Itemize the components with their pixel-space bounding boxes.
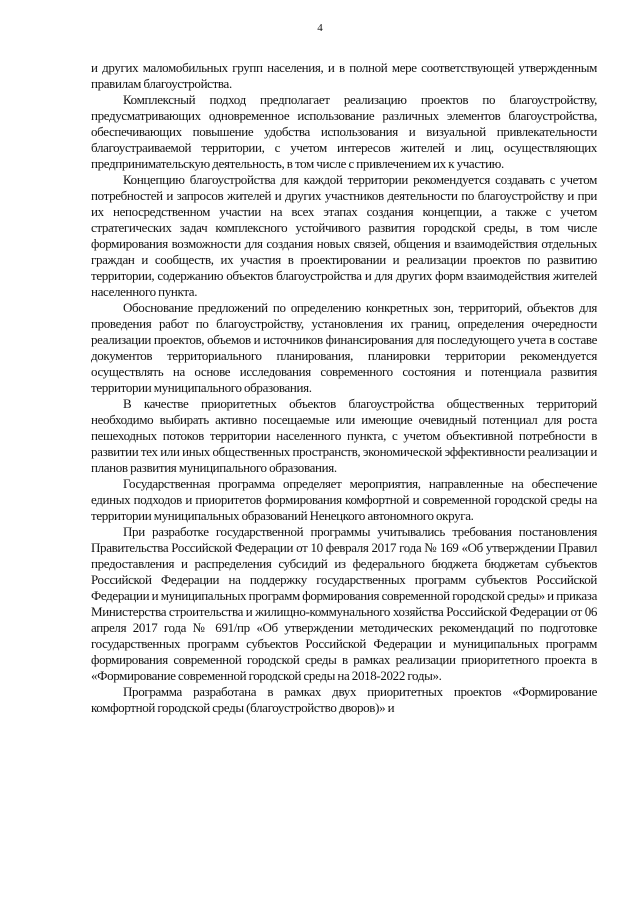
- paragraph: Программа разработана в рамках двух приоритетных проектов «Формирование комфортной городской среды (благоустройство дворов)» и: [91, 684, 597, 715]
- paragraph: Государственная программа определяет мероприятия, направленные на обеспечение единых подходов и приоритетов формирования комфортной и современной городской среды на территории муниципальных образований Ненецкого автономного округа.: [91, 476, 597, 523]
- page-number: 4: [317, 22, 323, 34]
- paragraph: Обоснование предложений по определению конкретных зон, территорий, объектов для проведения работ по благоустройству, установления их границ, определения очередности реализации проектов, объемов и источников финансирования для последующего учета в составе документов территориального планирования, планировки территории рекомендуется осуществлять на основе исследования современного состояния и потенциала развития территории муниципального образования.: [91, 300, 597, 395]
- paragraph: и других маломобильных групп населения, и в полной мере соответствующей утвержденным правилам благоустройства.: [91, 60, 597, 91]
- paragraph: Концепцию благоустройства для каждой территории рекомендуется создавать с учетом потребностей и запросов жителей и других участников деятельности по благоустройству и при их непосредственном участии на всех этапах создания концепции, а также с учетом стратегических задач комплексного устойчивого развития городской среды, в том числе формирования возможности для создания новых связей, общения и взаимодействия отдельных граждан и сообществ, их участия в проектировании и реализации проектов по развитию территории, содержанию объектов благоустройства и для других форм взаимодействия жителей населенного пункта.: [91, 172, 597, 299]
- paragraph: Комплексный подход предполагает реализацию проектов по благоустройству, предусматривающих одновременное использование различных элементов благоустройства, обеспечивающих повышение удобства использования и визуальной привлекательности благоустраиваемой территории, с учетом интересов жителей и лиц, осуществляющих предпринимательскую деятельность, в том числе с привлечением их к участию.: [91, 92, 597, 171]
- paragraph: При разработке государственной программы учитывались требования постановления Правительства Российской Федерации от 10 февраля 2017 года № 169 «Об утверждении Правил предоставления и распределения субсидий из федерального бюджета бюджетам субъектов Российской Федерации на поддержку государственных программ субъектов Российской Федерации и муниципальных программ формирования современной городской среды» и приказа Министерства строительства и жилищно-коммунального хозяйства Российской Федерации от 06 апреля 2017 года № 691/пр «Об утверждении методических рекомендаций по подготовке государственных программ субъектов Российской Федерации и муниципальных программ формирования современной городской среды в рамках реализации приоритетного проекта в «Формирование современной городской среды на 2018-2022 годы».: [91, 524, 597, 683]
- paragraph: В качестве приоритетных объектов благоустройства общественных территорий необходимо выбирать активно посещаемые или имеющие очевидный потенциал для роста пешеходных потоков территории населенного пункта, с учетом объективной потребности в развитии тех или иных общественных пространств, экономической эффективности реализации и планов развития муниципального образования.: [91, 396, 597, 475]
- document-body: [91, 60, 597, 716]
